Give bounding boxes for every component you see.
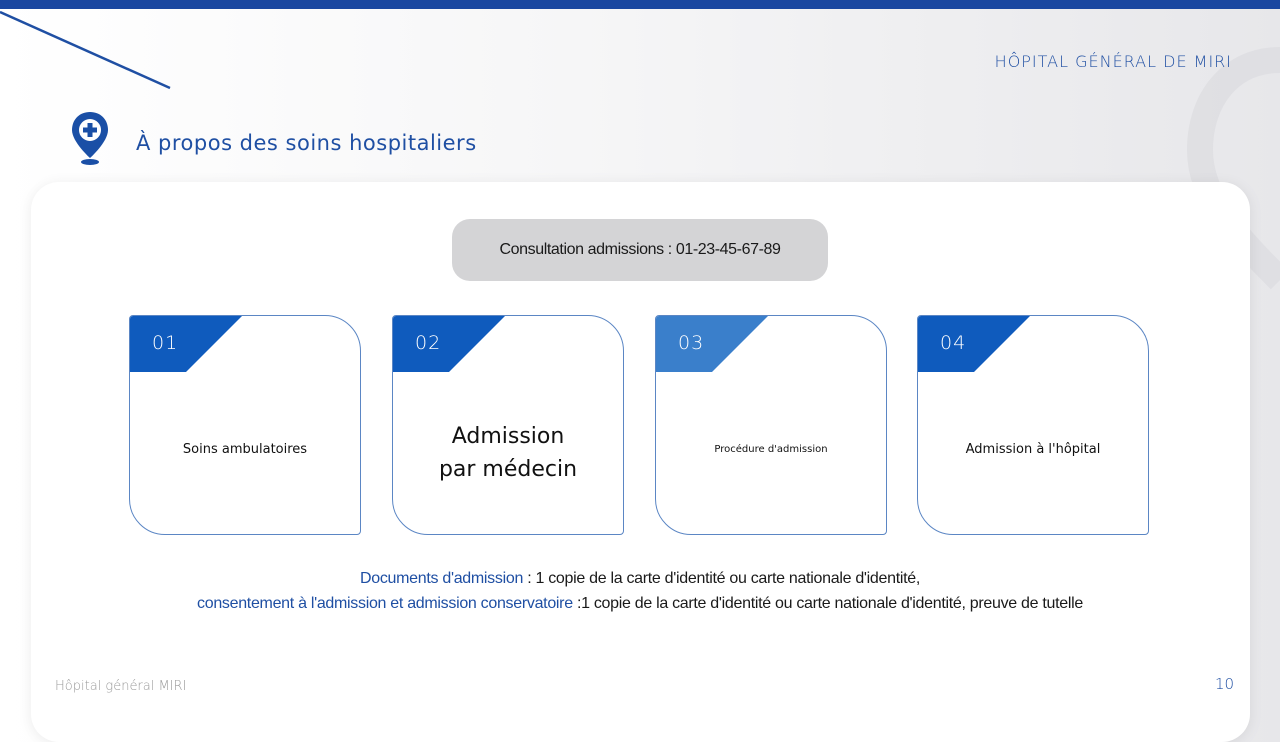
- documents-line-2: [0, 595, 1280, 613]
- footer-hospital-name: Hôpital général MIRI: [55, 679, 187, 694]
- hospital-name: HÔPITAL GÉNÉRAL DE MIRI: [994, 52, 1232, 71]
- step-number: 03: [678, 332, 705, 354]
- step-label: Procédure d'admission: [714, 443, 828, 455]
- page-title: À propos des soins hospitaliers: [136, 131, 477, 155]
- consent-text: :1 copie de la carte d'identité ou carte nationale d'identité, preuve de tutelle: [572, 595, 1083, 612]
- page-number: 10: [1215, 675, 1235, 693]
- step-number-tab: [393, 316, 505, 372]
- documents-label: Documents d'admission: [359, 570, 524, 587]
- step-number-tab: [130, 316, 242, 372]
- documents-line-1: [0, 570, 1280, 588]
- step-number-tab: [918, 316, 1030, 372]
- step-label: Soins ambulatoires: [182, 441, 308, 457]
- documents-text: : 1 copie de la carte d'identité ou carte nationale d'identité,: [523, 570, 921, 587]
- step-card-4: [917, 315, 1149, 535]
- step-label: Admission à l'hôpital: [965, 441, 1101, 457]
- step-card-1: [129, 315, 361, 535]
- step-number: 01: [152, 332, 179, 354]
- step-number: 02: [415, 332, 442, 354]
- decorative-diagonal-line: [0, 0, 180, 95]
- hospital-location-pin-icon: [70, 110, 110, 166]
- step-card-2: [392, 315, 624, 535]
- consultation-phone-banner: Consultation admissions : 01-23-45-67-89: [452, 219, 828, 281]
- top-accent-bar: [0, 0, 1280, 9]
- consent-label: consentement à l'admission et admission conservatoire: [197, 595, 573, 612]
- step-number-tab: [656, 316, 768, 372]
- step-card-3: [655, 315, 887, 535]
- step-number: 04: [940, 332, 967, 354]
- step-label: Admission par médecin: [438, 424, 578, 482]
